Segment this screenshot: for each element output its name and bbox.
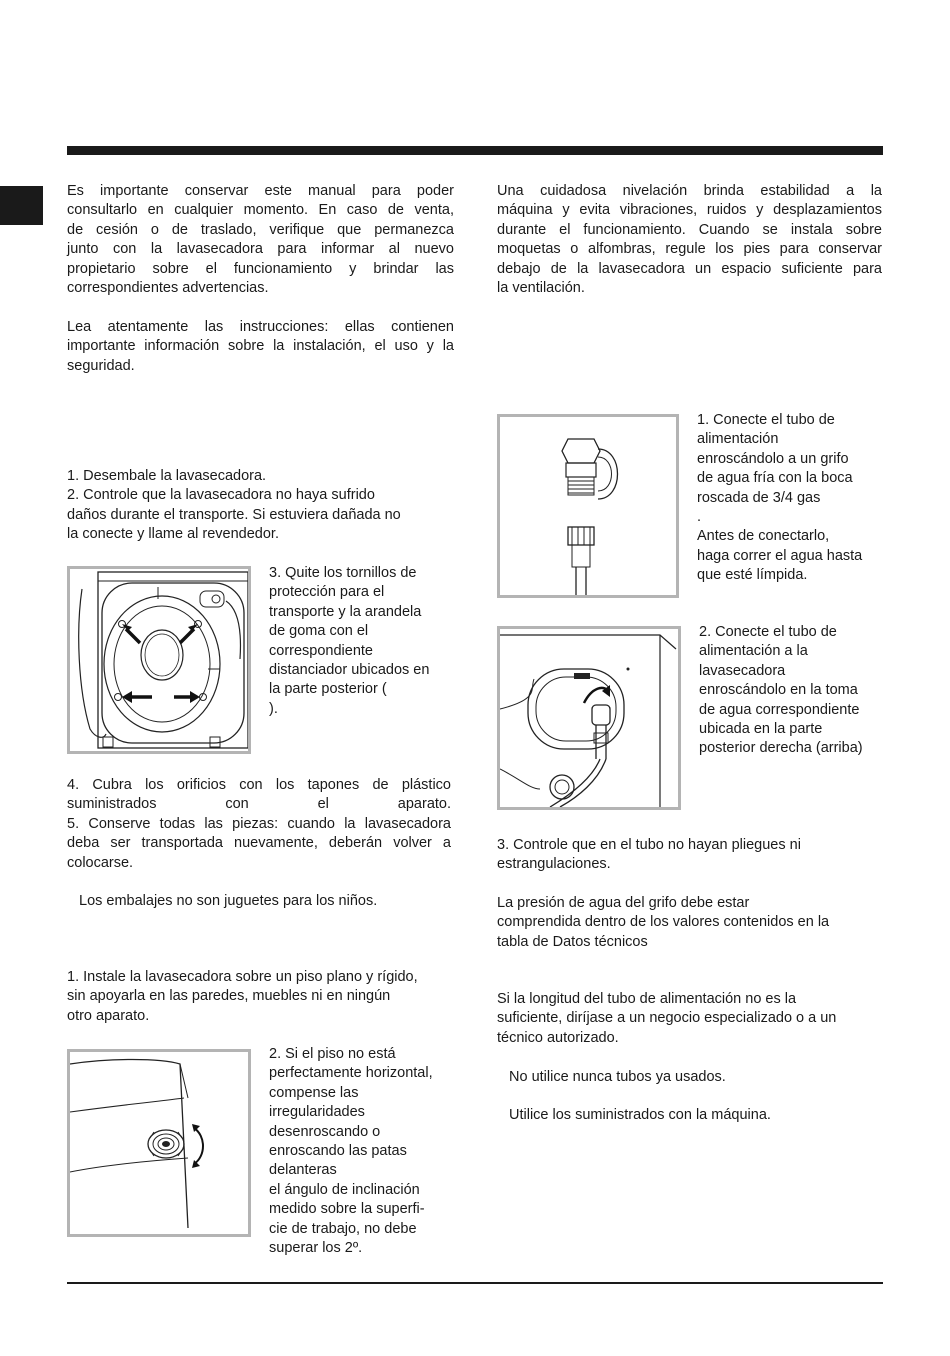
- tap-hose-illustration: [500, 417, 676, 595]
- text-line: la conecte y llame al revendedor.: [67, 526, 279, 543]
- text-line: delanteras: [269, 1162, 337, 1179]
- header-rule: [67, 146, 883, 155]
- washer-inlet-figure: [497, 626, 681, 810]
- text-line: Una cuidadosa nivelación brinda estabilidad a la: [497, 183, 882, 199]
- text-line: otro aparato.: [67, 1007, 150, 1024]
- text-line: seguridad.: [67, 357, 135, 374]
- text-line: técnico autorizado.: [497, 1029, 619, 1046]
- text-line: ubicada en la parte: [699, 721, 823, 738]
- section-tab: [0, 186, 43, 225]
- text-line: transporte y la arandela: [269, 603, 422, 620]
- intro-paragraph: [67, 182, 454, 298]
- packaging-warning: [79, 892, 459, 911]
- connect-washer-step: [699, 623, 885, 759]
- text-line: lavasecadora: [699, 662, 786, 679]
- unpack-steps: [67, 467, 454, 545]
- text-line: 2. Si el piso no está: [269, 1046, 396, 1062]
- text-line: ).: [269, 700, 278, 717]
- level-feet-step: [269, 1045, 455, 1258]
- text-line: deba ser transportada nuevamente, deberán volver a: [67, 835, 451, 852]
- install-floor-step: [67, 968, 454, 1026]
- tap-connection-figure: [497, 414, 679, 598]
- text-line: que esté límpida.: [697, 567, 808, 584]
- text-line: alimentación a la: [699, 643, 808, 660]
- text-line: daños durante el transporte. Si estuviera dañada no: [67, 506, 401, 523]
- text-line: 1. Conecte el tubo de: [697, 412, 835, 428]
- no-used-hoses-note: [509, 1068, 879, 1087]
- washer-back-illustration: [70, 569, 248, 751]
- text-line: La presión de agua del grifo debe estar: [497, 895, 750, 911]
- text-line: compense las: [269, 1084, 359, 1101]
- text-line: posterior derecha (arriba): [699, 740, 863, 757]
- text-line: sin apoyarla en las paredes, muebles ni en ningún: [67, 988, 391, 1005]
- text-line: 1. Instale la lavasecadora sobre un piso plano y rígido,: [67, 969, 418, 985]
- text-line: 5. Conserve todas las piezas: cuando la lavasecadora: [67, 815, 451, 832]
- text-line: estrangulaciones.: [497, 856, 611, 873]
- text-line: cie de trabajo, no debe: [269, 1220, 417, 1237]
- text-line: consultarlo en cualquier momento. En caso de venta,: [67, 202, 454, 219]
- text-line: colocarse.: [67, 854, 134, 871]
- text-line: Utilice los suministrados con la máquina.: [509, 1107, 771, 1123]
- text-line: Si la longitud del tubo de alimentación no es la: [497, 991, 797, 1007]
- text-line: distanciador ubicados en: [269, 662, 430, 679]
- text-line: 4. Cubra los orificios con los tapones de plástico: [67, 777, 451, 793]
- text-line: el ángulo de inclinación: [269, 1181, 420, 1198]
- adjustable-foot-figure: [67, 1049, 251, 1237]
- text-line: .: [697, 509, 702, 526]
- text-line: de agua fría con la boca: [697, 470, 853, 487]
- text-line: Es importante conservar este manual para poder: [67, 183, 454, 199]
- hose-length-note: [497, 990, 882, 1048]
- text-line: durante el funcionamiento. Cuando se instala sobre: [497, 221, 882, 238]
- text-line: comprendida dentro de los valores contenidos en la: [497, 914, 830, 931]
- text-line: de agua correspondiente: [699, 701, 860, 718]
- text-line: correspondientes advertencias.: [67, 280, 269, 297]
- text-line: la parte posterior (: [269, 681, 387, 698]
- text-line: enroscándolo a un grifo: [697, 450, 849, 467]
- text-line: junto con la lavasecadora para informar al nuevo: [67, 241, 454, 258]
- text-line: importante información sobre la instalación, el uso y la: [67, 338, 454, 355]
- text-line: desenroscando o: [269, 1123, 381, 1140]
- cover-holes-steps: [67, 776, 451, 873]
- text-line: enroscando las patas: [269, 1143, 407, 1160]
- text-line: 2. Controle que la lavasecadora no haya sufrido: [67, 487, 375, 504]
- remove-screws-step: [269, 564, 455, 719]
- inlet-connection-illustration: [500, 629, 678, 807]
- text-line: correspondiente: [269, 642, 373, 659]
- text-line: 3. Controle que en el tubo no hayan pliegues ni: [497, 837, 801, 853]
- text-line: alimentación: [697, 431, 779, 448]
- text-line: Los embalajes no son juguetes para los niños.: [79, 893, 378, 909]
- text-line: de goma con el: [269, 623, 369, 640]
- footer-rule: [67, 1282, 883, 1284]
- text-line: protección para el: [269, 584, 385, 601]
- use-supplied-note: [509, 1106, 879, 1125]
- back-panel-screws-figure: [67, 566, 251, 754]
- text-line: No utilice nunca tubos ya usados.: [509, 1069, 726, 1085]
- text-line: tabla de Datos técnicos: [497, 933, 648, 950]
- leveling-paragraph: [497, 182, 882, 298]
- text-line: 1. Desembale la lavasecadora.: [67, 468, 267, 484]
- text-line: moquetas o alfombras, regule los pies para conservar: [497, 241, 882, 258]
- text-line: Lea atentamente las instrucciones: ellas contienen: [67, 319, 454, 335]
- text-line: medido sobre la superfi-: [269, 1201, 425, 1218]
- text-line: la ventilación.: [497, 280, 585, 297]
- text-line: 2. Conecte el tubo de: [699, 624, 837, 640]
- connect-tap-step: [697, 411, 883, 586]
- text-line: 3. Quite los tornillos de: [269, 565, 417, 581]
- text-line: enroscándolo en la toma: [699, 682, 858, 699]
- foot-adjust-illustration: [70, 1052, 248, 1234]
- text-line: haga correr el agua hasta: [697, 547, 863, 564]
- text-line: de cesión o de traslado, verifique que permanezca: [67, 221, 454, 238]
- text-line: Antes de conectarlo,: [697, 528, 830, 545]
- text-line: roscada de 3/4 gas: [697, 489, 821, 506]
- read-instructions-paragraph: [67, 318, 454, 376]
- text-line: suministrados con el aparato.: [67, 796, 451, 813]
- text-line: perfectamente horizontal,: [269, 1065, 433, 1082]
- text-line: superar los 2º.: [269, 1240, 363, 1257]
- text-line: máquina y evita vibraciones, ruidos y desplazamientos: [497, 202, 882, 219]
- text-line: debajo de la lavasecadora un espacio suficiente para: [497, 260, 882, 277]
- water-pressure-note: [497, 894, 882, 952]
- text-line: propietario sobre el funcionamiento y brindar las: [67, 260, 454, 277]
- text-line: irregularidades: [269, 1104, 365, 1121]
- text-line: suficiente, diríjase a un negocio especializado o a un: [497, 1010, 837, 1027]
- check-hose-step: [497, 836, 882, 875]
